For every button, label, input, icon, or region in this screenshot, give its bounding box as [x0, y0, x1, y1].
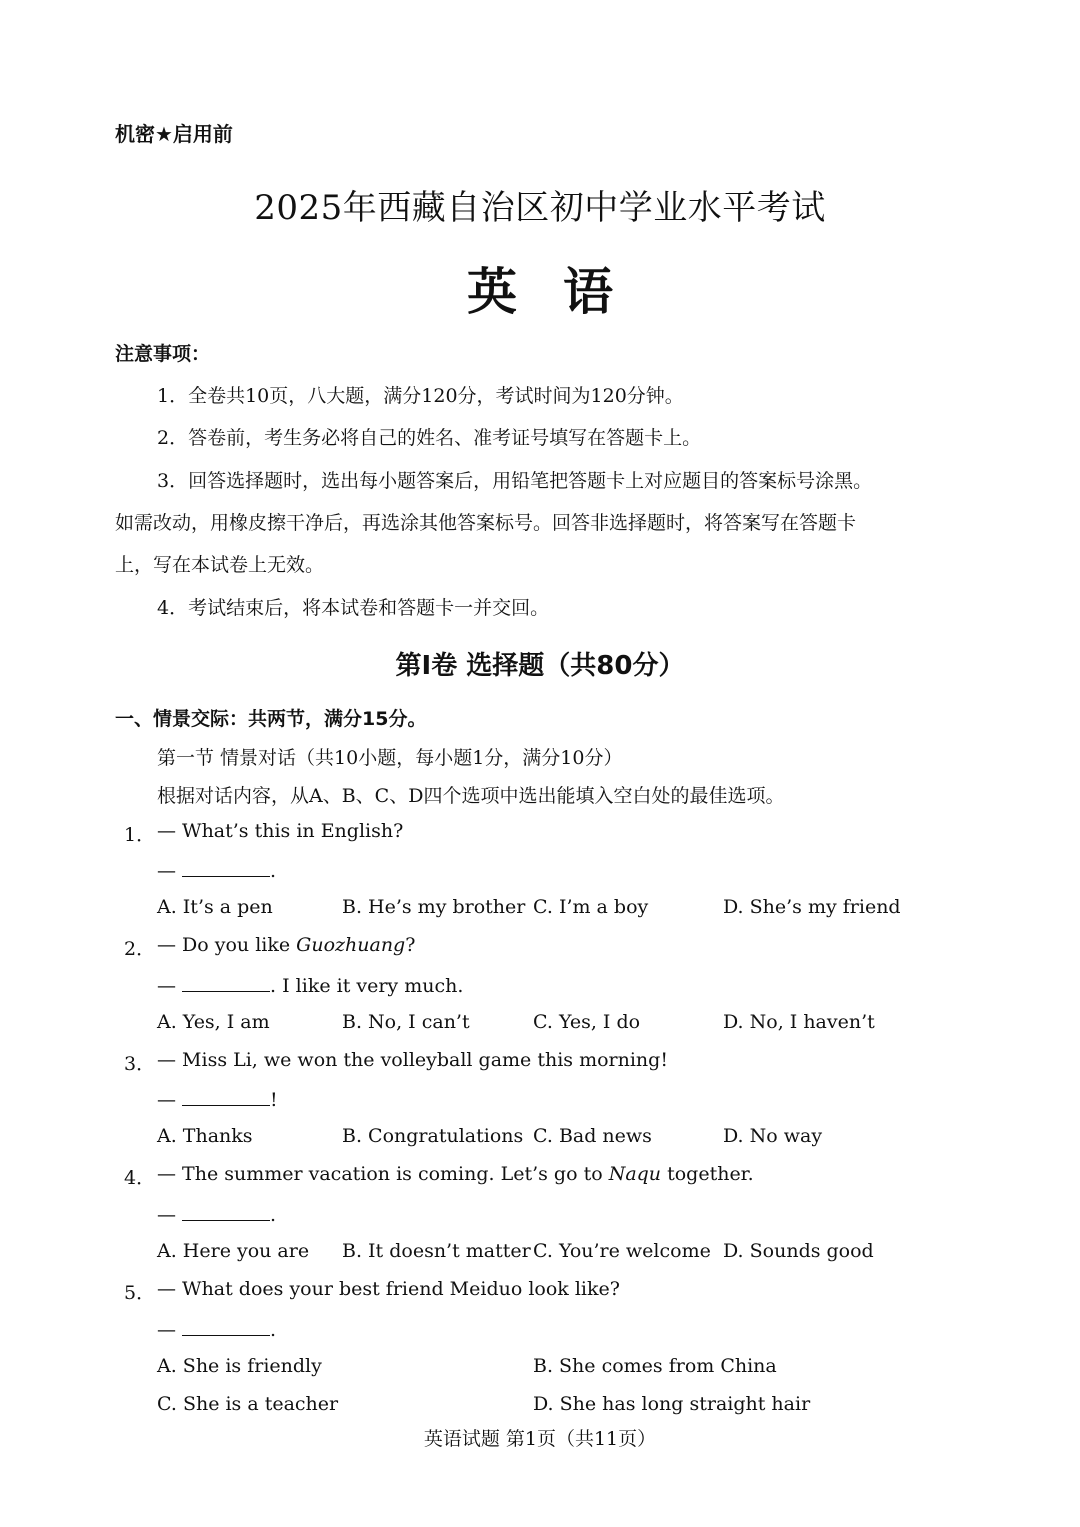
note-item-4: 4．考试结束后，将本试卷和答题卡一并交回。: [157, 597, 550, 619]
option-a: A. Thanks: [157, 1125, 253, 1147]
question-prompt: — Miss Li, we won the volleyball game this morning!: [157, 1049, 668, 1071]
option-c: C. You’re welcome: [533, 1240, 711, 1262]
answer-blank: [182, 1317, 270, 1336]
note-item-3: 3．回答选择题时，选出每小题答案后，用铅笔把答题卡上对应题目的答案标号涂黑。: [157, 470, 873, 492]
question-prompt: — What’s this in English?: [157, 820, 404, 842]
option-c: C. Bad news: [533, 1125, 652, 1147]
option-b: B. She comes from China: [533, 1355, 777, 1377]
option-a: A. Yes, I am: [157, 1011, 270, 1033]
option-a: A. Here you are: [157, 1240, 310, 1262]
option-a: A. It’s a pen: [157, 896, 273, 918]
subject-title: 英语: [467, 263, 659, 321]
answer-blank: [182, 858, 270, 877]
question-prompt: — The summer vacation is coming. Let’s go to Naqu together.: [157, 1163, 754, 1185]
question-response: — .: [157, 1204, 277, 1226]
note-item-2: 2．答卷前，考生务必将自己的姓名、准考证号填写在答题卡上。: [157, 427, 702, 449]
note-item-1: 1．全卷共10页，八大题，满分120分，考试时间为120分钟。: [157, 385, 684, 407]
answer-blank: [182, 973, 270, 992]
part-title: 第Ⅰ卷 选择题（共80分）: [395, 651, 685, 681]
option-c: C. I’m a boy: [533, 896, 649, 918]
question-response: — !: [157, 1089, 278, 1111]
subsection-heading: 第一节 情景对话（共10小题，每小题1分，满分10分）: [157, 747, 623, 769]
option-d: D. No way: [723, 1125, 823, 1147]
question-prompt: — What does your best friend Meiduo look like?: [157, 1278, 620, 1300]
option-b: B. It doesn’t matter: [342, 1240, 531, 1262]
option-c: C. Yes, I do: [533, 1011, 641, 1033]
option-d: D. She has long straight hair: [533, 1393, 811, 1415]
option-b: B. Congratulations: [342, 1125, 524, 1147]
notes-heading: 注意事项：: [115, 343, 211, 365]
option-b: B. He’s my brother: [342, 896, 526, 918]
option-a: A. She is friendly: [157, 1355, 322, 1377]
question-number: 5．: [124, 1282, 156, 1304]
question-number: 1．: [124, 824, 156, 846]
confidential-label: 机密★启用前: [115, 122, 233, 146]
option-c: C. She is a teacher: [157, 1393, 339, 1415]
answer-blank: [182, 1202, 270, 1221]
answer-blank: [182, 1087, 270, 1106]
question-number: 2．: [124, 938, 156, 960]
exam-title: 2025年西藏自治区初中学业水平考试: [254, 188, 826, 228]
question-prompt: — Do you like Guozhuang?: [157, 934, 416, 956]
option-b: B. No, I can’t: [342, 1011, 470, 1033]
question-response: — .: [157, 860, 277, 882]
option-d: D. No, I haven’t: [723, 1011, 875, 1033]
page-footer: 英语试题 第1页（共11页）: [423, 1428, 657, 1450]
option-d: D. Sounds good: [723, 1240, 874, 1262]
note-item-3-cont: 如需改动，用橡皮擦干净后，再选涂其他答案标号。回答非选择题时，将答案写在答题卡: [115, 512, 857, 534]
question-number: 4．: [124, 1167, 156, 1189]
question-number: 3．: [124, 1053, 156, 1075]
section-heading: 一、情景交际：共两节，满分15分。: [115, 708, 427, 730]
option-d: D. She’s my friend: [723, 896, 901, 918]
question-response: — . I like it very much.: [157, 975, 464, 997]
question-response: — .: [157, 1319, 277, 1341]
instruction: 根据对话内容，从A、B、C、D四个选项中选出能填入空白处的最佳选项。: [157, 785, 785, 807]
note-item-3-cont2: 上，写在本试卷上无效。: [115, 554, 325, 576]
